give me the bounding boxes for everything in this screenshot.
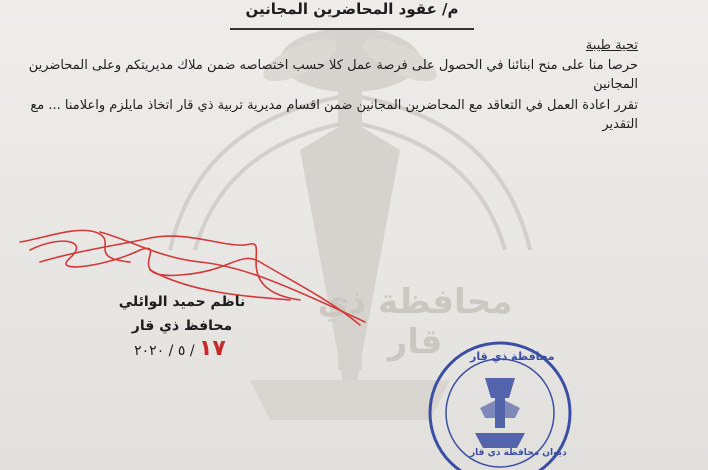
stamp-top-text: محافظة ذي قار [470, 350, 555, 363]
letter-body [18, 56, 638, 134]
signatory-block [92, 290, 272, 338]
document-subject: م/ عقود المحاضرين المجانين [230, 0, 474, 30]
stamp-bottom-text: ديوان محافظة ذي قار [470, 448, 567, 458]
signatory-name: ناظم حميد الوائلي [118, 294, 246, 310]
watermark-text: محافظة ذي قار [317, 282, 513, 362]
greeting: تحية طيبة [585, 38, 638, 53]
signature-date [110, 336, 250, 361]
paragraph-2: تقرر اعادة العمل في التعاقد مع المحاضرين المجانين ضمن اقسام مديرية تربية ذي قار اتخاذ مايلزم واعلامنا ... مع التقدير [30, 98, 638, 132]
date-day: ١٧ [199, 336, 226, 361]
paragraph-1: حرصا منا على منح ابنائنا في الحصول على فرصة عمل كلا حسب اختصاصه ضمن ملاك مديريتكم وعلى المحاضرين المجانين [28, 58, 638, 92]
signatory-title: محافظ ذي قار [131, 318, 233, 334]
date-rest: / ٥ / ٢٠٢٠ [134, 343, 195, 359]
